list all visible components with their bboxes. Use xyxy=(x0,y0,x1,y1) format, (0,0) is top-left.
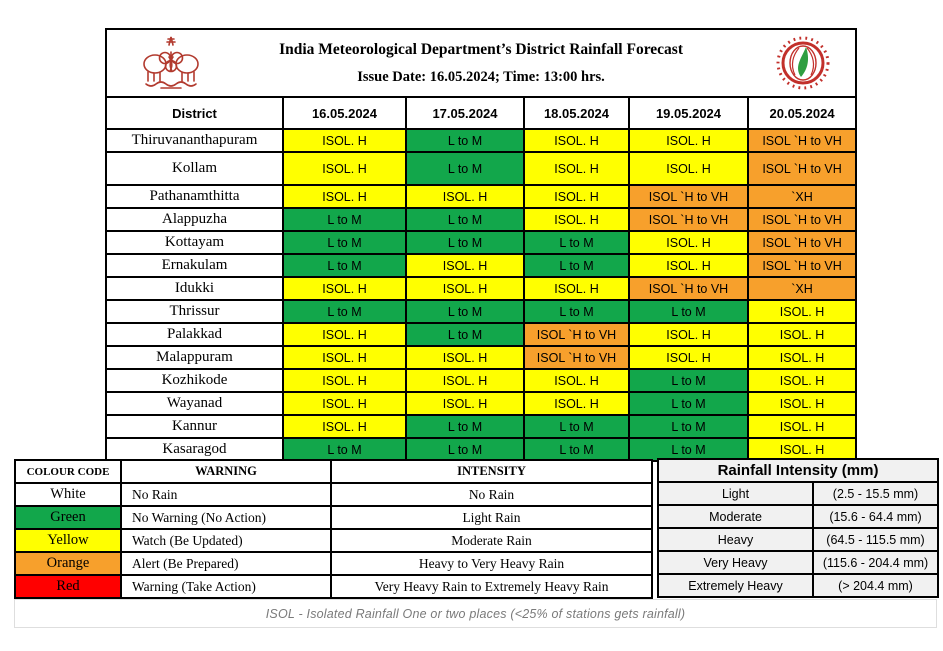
intensity-text: No Rain xyxy=(331,483,652,506)
title-bar xyxy=(107,30,855,96)
forecast-cell: `XH xyxy=(748,277,856,300)
district-name: Kasaragod xyxy=(106,438,283,461)
forecast-cell: ISOL. H xyxy=(283,152,406,185)
forecast-table xyxy=(105,28,857,462)
forecast-cell: ISOL. H xyxy=(748,323,856,346)
page-title: India Meteorological Department’s District Rainfall Forecast xyxy=(279,40,683,58)
forecast-cell: ISOL. H xyxy=(406,277,524,300)
forecast-cell: L to M xyxy=(406,152,524,185)
forecast-cell: ISOL. H xyxy=(629,323,748,346)
district-name: Palakkad xyxy=(106,323,283,346)
district-row xyxy=(106,208,856,231)
forecast-cell: L to M xyxy=(524,415,629,438)
intensity-row xyxy=(658,505,938,528)
forecast-cell: L to M xyxy=(406,129,524,152)
footnote-row xyxy=(14,599,937,628)
forecast-cell: ISOL. H xyxy=(283,392,406,415)
forecast-cell: ISOL `H to VH xyxy=(629,208,748,231)
colour-code-column-header: COLOUR CODE xyxy=(15,460,121,483)
forecast-cell: L to M xyxy=(524,231,629,254)
forecast-cell: ISOL. H xyxy=(748,300,856,323)
column-header-date: 17.05.2024 xyxy=(406,97,524,129)
colour-code-column-header: WARNING xyxy=(121,460,331,483)
district-name: Thiruvananthapuram xyxy=(106,129,283,152)
rainfall-intensity-table xyxy=(657,458,939,598)
colour-code-row xyxy=(15,552,652,575)
forecast-cell: ISOL. H xyxy=(524,369,629,392)
forecast-cell: L to M xyxy=(524,438,629,461)
warning-text: Warning (Take Action) xyxy=(121,575,331,598)
forecast-cell: L to M xyxy=(283,208,406,231)
district-row xyxy=(106,392,856,415)
forecast-header-row xyxy=(106,97,856,129)
forecast-cell: ISOL. H xyxy=(524,277,629,300)
intensity-row xyxy=(658,528,938,551)
intensity-category: Extremely Heavy xyxy=(658,574,813,597)
colour-swatch-label: Red xyxy=(15,575,121,598)
forecast-cell: ISOL. H xyxy=(406,346,524,369)
forecast-cell: ISOL `H to VH xyxy=(524,346,629,369)
forecast-cell: ISOL `H to VH xyxy=(748,231,856,254)
district-name: Malappuram xyxy=(106,346,283,369)
forecast-cell: L to M xyxy=(406,208,524,231)
header-titles xyxy=(279,41,683,86)
title-row xyxy=(106,29,856,97)
forecast-cell: L to M xyxy=(629,438,748,461)
forecast-cell: L to M xyxy=(283,438,406,461)
forecast-cell: ISOL. H xyxy=(629,152,748,185)
forecast-cell: ISOL. H xyxy=(524,185,629,208)
forecast-cell: L to M xyxy=(629,300,748,323)
warning-text: No Warning (No Action) xyxy=(121,506,331,529)
district-row xyxy=(106,300,856,323)
warning-text: Watch (Be Updated) xyxy=(121,529,331,552)
warning-text: Alert (Be Prepared) xyxy=(121,552,331,575)
forecast-cell: L to M xyxy=(406,438,524,461)
district-name: Idukki xyxy=(106,277,283,300)
intensity-category: Light xyxy=(658,482,813,505)
district-name: Alappuzha xyxy=(106,208,283,231)
forecast-cell: ISOL. H xyxy=(406,369,524,392)
intensity-text: Light Rain xyxy=(331,506,652,529)
forecast-cell: ISOL `H to VH xyxy=(748,129,856,152)
forecast-cell: ISOL. H xyxy=(748,346,856,369)
colour-code-row xyxy=(15,506,652,529)
forecast-cell: ISOL. H xyxy=(406,392,524,415)
forecast-cell: `XH xyxy=(748,185,856,208)
column-header-date: 18.05.2024 xyxy=(524,97,629,129)
forecast-cell: ISOL. H xyxy=(748,438,856,461)
forecast-cell: ISOL. H xyxy=(406,254,524,277)
intensity-row xyxy=(658,551,938,574)
intensity-table-title: Rainfall Intensity (mm) xyxy=(658,459,938,482)
district-name: Kottayam xyxy=(106,231,283,254)
forecast-cell: ISOL. H xyxy=(629,129,748,152)
district-row xyxy=(106,323,856,346)
forecast-cell: ISOL. H xyxy=(524,392,629,415)
kerala-government-emblem-icon xyxy=(133,33,209,96)
intensity-category: Heavy xyxy=(658,528,813,551)
forecast-cell: ISOL. H xyxy=(748,415,856,438)
intensity-text: Moderate Rain xyxy=(331,529,652,552)
forecast-cell: L to M xyxy=(524,254,629,277)
forecast-cell: ISOL. H xyxy=(629,254,748,277)
district-row xyxy=(106,152,856,185)
column-header-date: 19.05.2024 xyxy=(629,97,748,129)
forecast-cell: ISOL. H xyxy=(629,346,748,369)
column-header-date: 20.05.2024 xyxy=(748,97,856,129)
district-name: Ernakulam xyxy=(106,254,283,277)
colour-code-row xyxy=(15,575,652,598)
forecast-cell: ISOL. H xyxy=(283,415,406,438)
intensity-range: (64.5 - 115.5 mm) xyxy=(813,528,938,551)
district-row xyxy=(106,185,856,208)
district-row xyxy=(106,254,856,277)
colour-code-header-row xyxy=(15,460,652,483)
forecast-cell: L to M xyxy=(283,254,406,277)
forecast-cell: ISOL. H xyxy=(283,369,406,392)
district-row xyxy=(106,231,856,254)
forecast-cell: L to M xyxy=(406,300,524,323)
colour-code-table xyxy=(14,459,653,599)
forecast-cell: ISOL `H to VH xyxy=(629,185,748,208)
intensity-text: Very Heavy Rain to Extremely Heavy Rain xyxy=(331,575,652,598)
district-name: Kozhikode xyxy=(106,369,283,392)
forecast-cell: ISOL. H xyxy=(748,369,856,392)
district-row xyxy=(106,129,856,152)
district-row xyxy=(106,346,856,369)
issue-date-line: Issue Date: 16.05.2024; Time: 13:00 hrs. xyxy=(357,68,605,85)
district-row xyxy=(106,277,856,300)
forecast-cell: L to M xyxy=(406,323,524,346)
forecast-cell: ISOL `H to VH xyxy=(748,254,856,277)
colour-code-column-header: INTENSITY xyxy=(331,460,652,483)
forecast-cell: L to M xyxy=(406,415,524,438)
forecast-cell: L to M xyxy=(629,369,748,392)
district-name: Kannur xyxy=(106,415,283,438)
forecast-cell: L to M xyxy=(283,231,406,254)
intensity-row xyxy=(658,574,938,597)
forecast-cell: ISOL. H xyxy=(283,129,406,152)
forecast-cell: ISOL. H xyxy=(283,185,406,208)
imd-logo-icon xyxy=(775,35,831,96)
forecast-cell: ISOL `H to VH xyxy=(629,277,748,300)
colour-swatch-label: Green xyxy=(15,506,121,529)
forecast-cell: ISOL. H xyxy=(524,129,629,152)
colour-swatch-label: Orange xyxy=(15,552,121,575)
column-header-date: 16.05.2024 xyxy=(283,97,406,129)
forecast-cell: L to M xyxy=(524,300,629,323)
forecast-cell: ISOL. H xyxy=(283,277,406,300)
colour-swatch-label: Yellow xyxy=(15,529,121,552)
colour-swatch-label: White xyxy=(15,483,121,506)
intensity-range: (115.6 - 204.4 mm) xyxy=(813,551,938,574)
district-name: Pathanamthitta xyxy=(106,185,283,208)
forecast-cell: ISOL `H to VH xyxy=(748,152,856,185)
intensity-range: (15.6 - 64.4 mm) xyxy=(813,505,938,528)
forecast-cell: L to M xyxy=(629,415,748,438)
intensity-text: Heavy to Very Heavy Rain xyxy=(331,552,652,575)
forecast-cell: ISOL. H xyxy=(524,152,629,185)
colour-code-row xyxy=(15,529,652,552)
colour-code-row xyxy=(15,483,652,506)
forecast-cell: ISOL. H xyxy=(283,346,406,369)
district-name: Thrissur xyxy=(106,300,283,323)
district-name: Wayanad xyxy=(106,392,283,415)
forecast-cell: ISOL `H to VH xyxy=(748,208,856,231)
forecast-cell: ISOL. H xyxy=(629,231,748,254)
district-row xyxy=(106,415,856,438)
intensity-category: Very Heavy xyxy=(658,551,813,574)
intensity-row xyxy=(658,482,938,505)
forecast-cell: ISOL. H xyxy=(406,185,524,208)
district-row xyxy=(106,369,856,392)
intensity-category: Moderate xyxy=(658,505,813,528)
forecast-cell: L to M xyxy=(283,300,406,323)
district-name: Kollam xyxy=(106,152,283,185)
forecast-cell: ISOL `H to VH xyxy=(524,323,629,346)
isol-footnote: ISOL - Isolated Rainfall One or two places (<25% of stations gets rainfall) xyxy=(265,606,686,621)
intensity-title-row xyxy=(658,459,938,482)
intensity-range: (2.5 - 15.5 mm) xyxy=(813,482,938,505)
forecast-cell: ISOL. H xyxy=(283,323,406,346)
intensity-range: (> 204.4 mm) xyxy=(813,574,938,597)
forecast-cell: L to M xyxy=(629,392,748,415)
column-header-district: District xyxy=(106,97,283,129)
warning-text: No Rain xyxy=(121,483,331,506)
forecast-cell: L to M xyxy=(406,231,524,254)
forecast-cell: ISOL. H xyxy=(524,208,629,231)
forecast-cell: ISOL. H xyxy=(748,392,856,415)
